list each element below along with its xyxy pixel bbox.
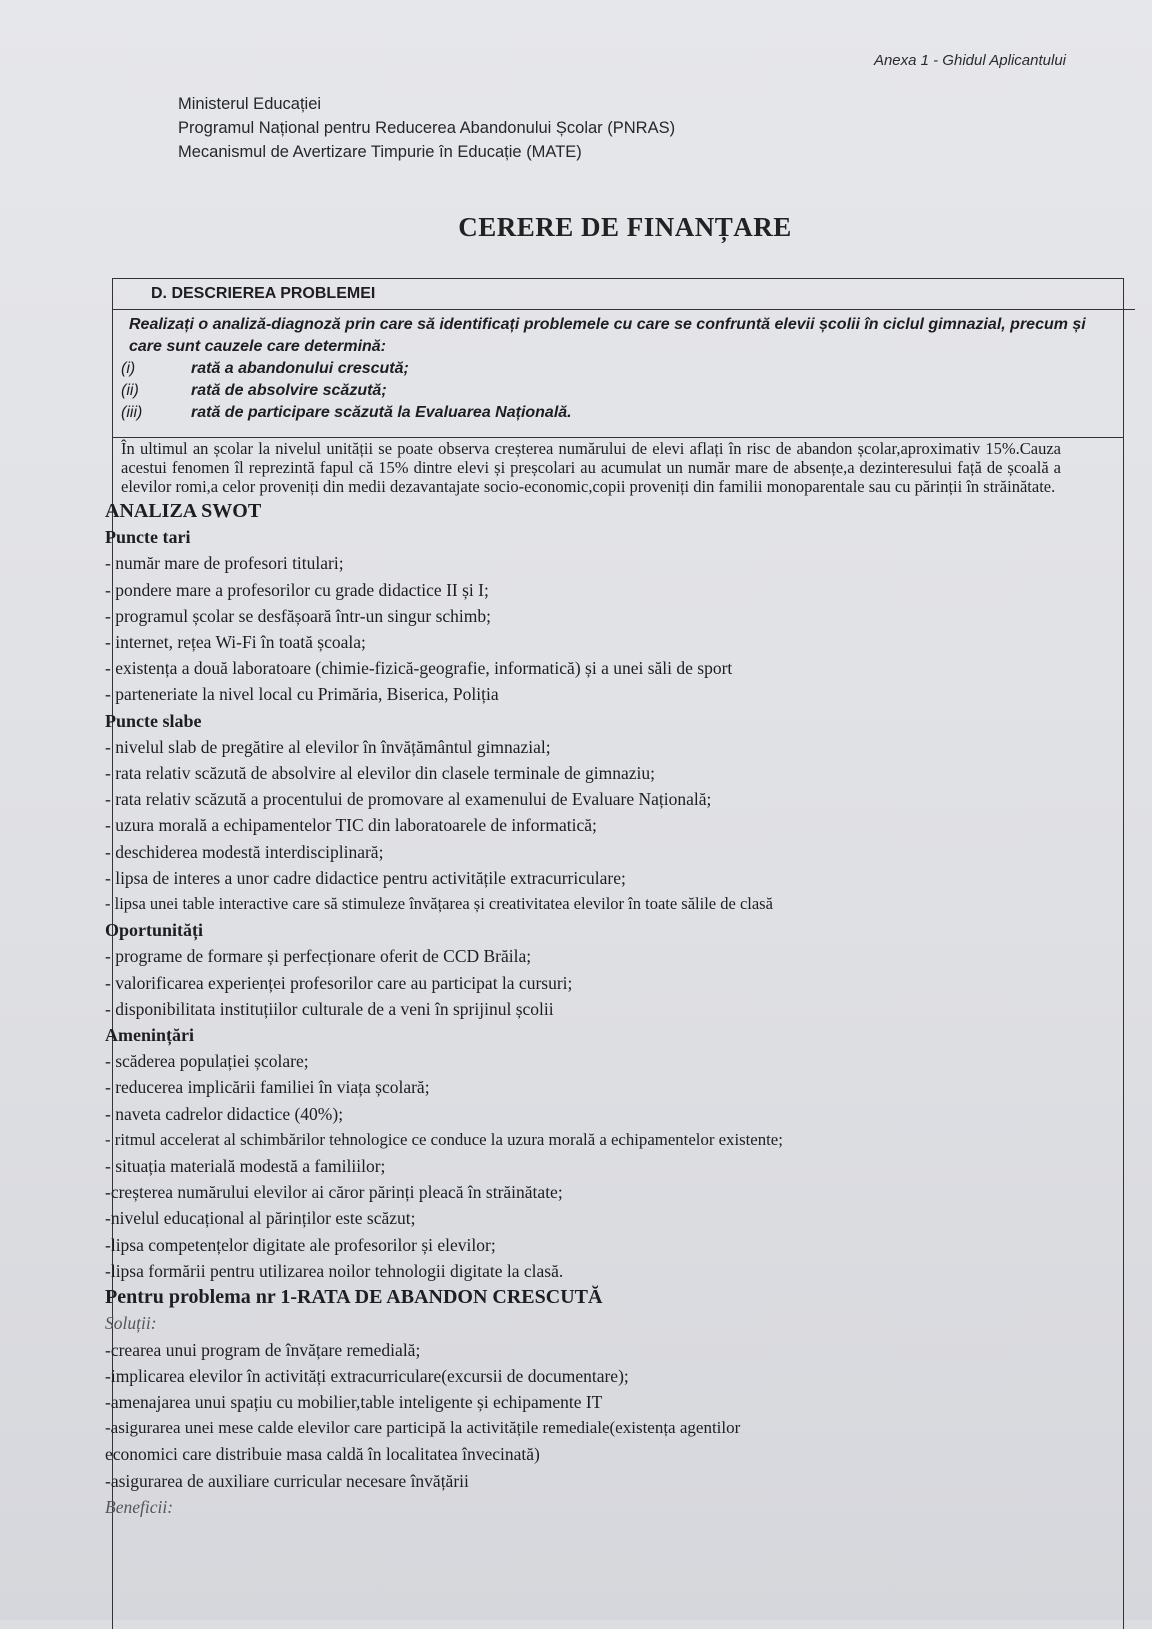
- solution-item: -asigurarea de auxiliare curricular necesare învățării: [105, 1470, 469, 1491]
- section-box: [105, 278, 1124, 1629]
- item-text: rată de participare scăzută la Evaluarea Națională.: [191, 404, 572, 421]
- threat-item: -lipsa competențelor digitate ale profesorilor și elevilor;: [105, 1234, 496, 1255]
- section-content: [105, 439, 1123, 1520]
- weaknesses-title: Puncte slabe: [105, 710, 202, 731]
- section-heading: [113, 279, 1135, 310]
- threats-title: Amenințări: [105, 1025, 194, 1046]
- instruction-item: [121, 380, 1113, 402]
- instruction-item: [121, 358, 1113, 380]
- threat-item: -lipsa formării pentru utilizarea noilor tehnologii digitate la clasă.: [105, 1260, 564, 1281]
- document-header: [178, 92, 675, 164]
- threat-item: - ritmul accelerat al schimbărilor tehnologice ce conduce la uzura morală a echipamentelor existente;: [105, 1129, 783, 1149]
- threat-item: - situația materială modestă a familiilor;: [105, 1156, 386, 1177]
- instruction-block: [113, 310, 1123, 438]
- document-title: CERERE DE FINANȚARE: [458, 212, 792, 242]
- solution-item: -amenajarea unui spațiu cu mobilier,table inteligente și echipamente IT: [105, 1391, 603, 1412]
- solution-item: economici care distribuie masa caldă în localitatea învecinată): [105, 1444, 540, 1465]
- strength-item: - parteneriate la nivel local cu Primăria, Biserica, Poliția: [105, 684, 499, 705]
- solution-item: -asigurarea unei mese calde elevilor care participă la activitățile remediale(existența agentilor: [105, 1418, 741, 1438]
- weakness-item: - rata relativ scăzută a procentului de promovare al examenului de Evaluare Națională;: [105, 789, 712, 810]
- weakness-item: - lipsa unei table interactive care să stimuleze învățarea și creativitatea elevilor în toate sălile de clasă: [105, 894, 773, 914]
- weakness-item: - lipsa de interes a unor cadre didactice pentru activitățile extracurriculare;: [105, 867, 626, 888]
- item-text: rată a abandonului crescută;: [191, 360, 409, 377]
- threat-item: - naveta cadrelor didactice (40%);: [105, 1103, 344, 1124]
- instruction-item: [121, 402, 1113, 424]
- solution-item: -crearea unui program de învățare remedială;: [105, 1339, 421, 1360]
- weakness-item: - nivelul slab de pregătire al elevilor în învățământul gimnazial;: [105, 736, 551, 757]
- benefits-title: Beneficii:: [105, 1496, 174, 1517]
- solution-item: -implicarea elevilor în activități extracurriculare(excursii de documentare);: [105, 1365, 629, 1386]
- strength-item: - număr mare de profesori titulari;: [105, 553, 344, 574]
- header-mechanism: Mecanismul de Avertizare Timpurie în Educație (MATE): [178, 143, 582, 161]
- opportunity-item: - disponibilitata instituțiilor culturale de a veni în sprijinul școlii: [105, 998, 554, 1019]
- strengths-title: Puncte tari: [105, 527, 191, 548]
- threat-item: - scăderea populației școlare;: [105, 1051, 309, 1072]
- problem-title: Pentru problema nr 1-RATA DE ABANDON CRESCUTĂ: [105, 1286, 603, 1309]
- weakness-item: - deschiderea modestă interdisciplinară;: [105, 841, 384, 862]
- threat-item: -creșterea numărului elevilor ai căror părinți pleacă în străinătate;: [105, 1182, 563, 1203]
- item-number: (i): [121, 360, 136, 377]
- header-program: Programul Național pentru Reducerea Abandonului Școlar (PNRAS): [178, 119, 676, 137]
- weakness-item: - rata relativ scăzută de absolvire al elevilor din clasele terminale de gimnaziu;: [105, 763, 656, 784]
- threat-item: -nivelul educațional al părinților este scăzut;: [105, 1208, 416, 1229]
- item-text: rată de absolvire scăzută;: [191, 382, 387, 399]
- instruction-intro: Realizați o analiză-diagnoză prin care să identificați problemele cu care se confruntă elevii școlii în ciclul gimnazial, precum și care sunt cauzele care determină:: [129, 316, 1086, 355]
- header-ministry: Ministerul Educației: [178, 95, 322, 113]
- opportunities-title: Oportunități: [105, 920, 204, 941]
- section-heading-text: D. DESCRIEREA PROBLEMEI: [151, 285, 376, 302]
- problem-paragraph: În ultimul an școlar la nivelul unității se poate observa creșterea numărului de elevi aflați în risc de abandon școlar,aproximativ 15%.Cauza acestui fenomen îl reprezintă fapul că 15% dintre elevi și preșcolari au acumulat un număr mare de absențe,a dezinteresului față de școală a elevilor romi,a celor proveniți din medii dezavantajate socio-economic,copii proveniți din familii monoparentale sau cu părinții în străinătate.: [121, 439, 1061, 496]
- strength-item: - internet, rețea Wi-Fi în toată școala;: [105, 632, 366, 653]
- threat-item: - reducerea implicării familiei în viața școlară;: [105, 1077, 430, 1098]
- weakness-item: - uzura morală a echipamentelor TIC din laboratoarele de informatică;: [105, 815, 597, 836]
- item-number: (iii): [121, 404, 143, 421]
- strength-item: - programul școlar se desfășoară într-un singur schimb;: [105, 605, 491, 626]
- annex-label: Anexa 1 - Ghidul Aplicantului: [873, 52, 1066, 69]
- opportunity-item: - programe de formare și perfecționare oferit de CCD Brăila;: [105, 946, 532, 967]
- opportunity-item: - valorificarea experienței profesorilor care au participat la cursuri;: [105, 972, 573, 993]
- solutions-title: Soluții:: [105, 1313, 157, 1334]
- strength-item: - pondere mare a profesorilor cu grade didactice II și I;: [105, 579, 489, 600]
- strength-item: - existența a două laboratoare (chimie-fizică-geografie, informatică) și a unei săli de sport: [105, 658, 733, 679]
- swot-title: ANALIZA SWOT: [105, 500, 262, 522]
- item-number: (ii): [121, 382, 139, 399]
